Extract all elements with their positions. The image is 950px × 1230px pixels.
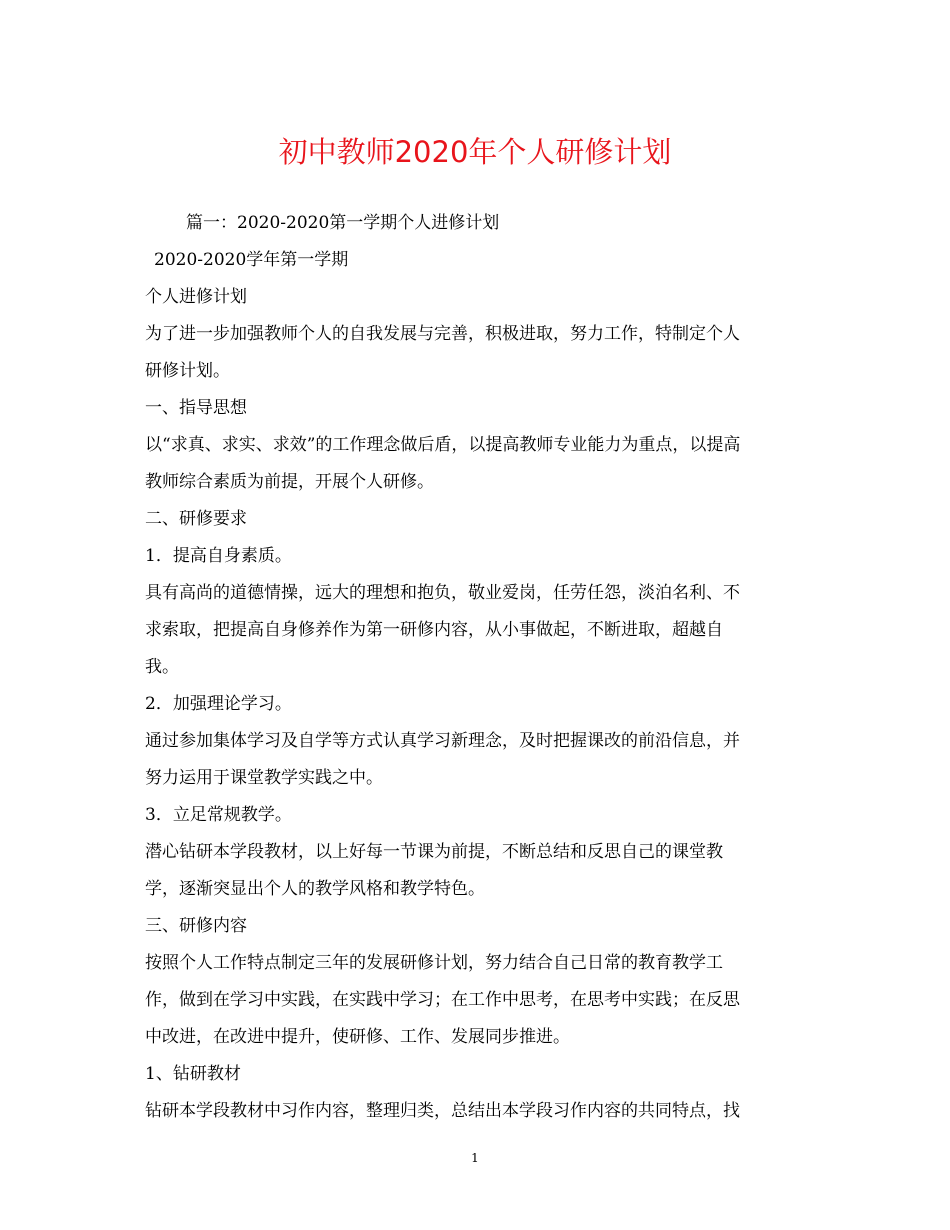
paragraph-line: 我。 (145, 657, 179, 677)
paragraph-line: 研修计划。 (145, 361, 230, 381)
paragraph-line: 努力运用于课堂教学实践之中。 (145, 768, 383, 788)
semester-line: 2020-2020学年第一学期 (154, 250, 349, 270)
paragraph-line: 作，做到在学习中实践，在实践中学习；在工作中思考，在思考中实践；在反思 (145, 990, 740, 1010)
paragraph-line: 为了进一步加强教师个人的自我发展与完善，积极进取，努力工作，特制定个人 (145, 324, 740, 344)
section-heading: 篇一：2020-2020第一学期个人进修计划 (186, 213, 500, 233)
paragraph-line: 钻研本学段教材中习作内容，整理归类，总结出本学段习作内容的共同特点，找 (145, 1101, 740, 1121)
numbered-item: 2．加强理论学习。 (145, 694, 292, 714)
paragraph-line: 中改进，在改进中提升，使研修、工作、发展同步推进。 (145, 1027, 570, 1047)
paragraph-line: 通过参加集体学习及自学等方式认真学习新理念，及时把握课改的前沿信息，并 (145, 731, 740, 751)
section-heading: 二、研修要求 (145, 509, 247, 529)
subtitle-line: 个人进修计划 (145, 287, 247, 307)
paragraph-line: 求索取，把提高自身修养作为第一研修内容，从小事做起，不断进取，超越自 (145, 620, 723, 640)
numbered-item: 1．提高自身素质。 (145, 546, 292, 566)
page-number: 1 (471, 1151, 479, 1165)
paragraph-line: 教师综合素质为前提，开展个人研修。 (145, 472, 434, 492)
numbered-item: 1、钻研教材 (145, 1064, 241, 1084)
section-heading: 三、研修内容 (145, 916, 247, 936)
document-title: 初中教师2020年个人研修计划 (278, 135, 672, 169)
document-body (145, 205, 813, 1130)
section-heading: 一、指导思想 (145, 398, 247, 418)
paragraph-line: 按照个人工作特点制定三年的发展研修计划，努力结合自己日常的教育教学工 (145, 953, 723, 973)
paragraph-line: 具有高尚的道德情操，远大的理想和抱负，敬业爱岗，任劳任怨，淡泊名利、不 (145, 583, 740, 603)
paragraph-line: 以“求真、求实、求效”的工作理念做后盾，以提高教师专业能力为重点，以提高 (145, 435, 741, 455)
paragraph-line: 潜心钻研本学段教材，以上好每一节课为前提，不断总结和反思自己的课堂教 (145, 842, 723, 862)
numbered-item: 3．立足常规教学。 (145, 805, 292, 825)
paragraph-line: 学，逐渐突显出个人的教学风格和教学特色。 (145, 879, 485, 899)
